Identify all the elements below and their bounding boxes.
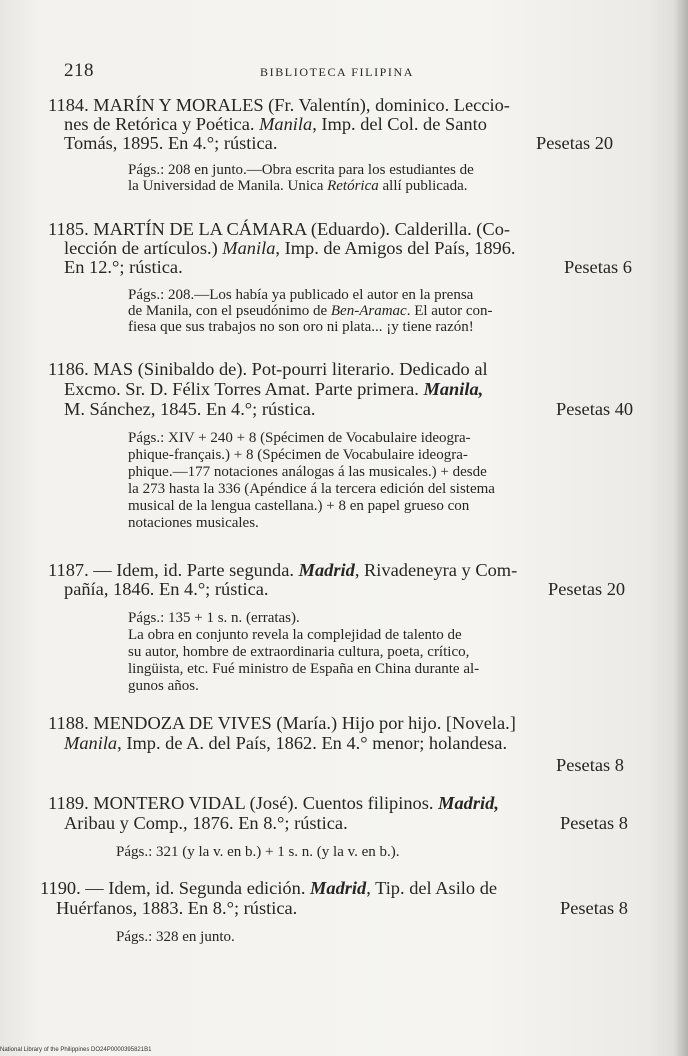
- running-title: BIBLIOTECA FILIPINA: [260, 65, 415, 79]
- price: Pesetas 8: [560, 813, 628, 833]
- note-line: su autor, hombre de extraordinaria cultura, poeta, crítico,: [128, 644, 470, 660]
- note-line: notaciones musicales.: [128, 515, 259, 531]
- entry-line: 1189. MONTERO VIDAL (José). Cuentos filipinos. Madrid,: [48, 793, 499, 813]
- page-number: 218: [64, 60, 94, 81]
- price: Pesetas 8: [556, 755, 624, 775]
- note-line: fiesa que sus trabajos no son oro ni plata... ¡y tiene razón!: [128, 319, 474, 335]
- entry-line: 1190. — Idem, id. Segunda edición. Madrid, Tip. del Asilo de: [40, 878, 498, 898]
- entry-line: lección de artículos.) Manila, Imp. de Amigos del País, 1896.: [64, 238, 516, 258]
- note-line: Págs.: 208 en junto.—Obra escrita para los estudiantes de: [128, 162, 474, 178]
- entry-line: M. Sánchez, 1845. En 4.°; rústica.: [64, 399, 316, 419]
- entry-line: Huérfanos, 1883. En 8.°; rústica.: [56, 898, 298, 918]
- note-line: gunos años.: [128, 678, 199, 694]
- entry-line: Aribau y Comp., 1876. En 8.°; rústica.: [64, 813, 348, 833]
- entry-line: Manila, Imp. de A. del País, 1862. En 4.° menor; holandesa.: [64, 733, 508, 753]
- price: Pesetas 6: [564, 257, 632, 277]
- entry-line: pañía, 1846. En 4.°; rústica.: [64, 579, 269, 599]
- entry-line: nes de Retórica y Poética. Manila, Imp. del Col. de Santo: [64, 114, 487, 134]
- price: Pesetas 20: [536, 133, 614, 153]
- note-line: Págs.: 328 en junto.: [116, 929, 235, 945]
- note-line: Págs.: XIV + 240 + 8 (Spécimen de Vocabulaire ideogra-: [128, 430, 471, 446]
- note-line: Págs.: 321 (y la v. en b.) + 1 s. n. (y la v. en b.).: [116, 844, 400, 860]
- note-line: musical de la lengua castellana.) + 8 en papel grueso con: [128, 498, 470, 514]
- note-line: la 273 hasta la 336 (Apéndice á la tercera edición del sistema: [128, 481, 495, 497]
- note-line: lingüista, etc. Fué ministro de España en China durante al-: [128, 661, 480, 677]
- note-line: de Manila, con el pseudónimo de Ben-Aramac. El autor con-: [128, 303, 493, 319]
- note-line: Págs.: 135 + 1 s. n. (erratas).: [128, 610, 300, 626]
- note-line: phique.—177 notaciones análogas á las musicales.) + desde: [128, 464, 487, 480]
- note-line: La obra en conjunto revela la complejidad de talento de: [128, 627, 462, 643]
- price: Pesetas 8: [560, 898, 628, 918]
- entry-line: 1186. MAS (Sinibaldo de). Pot-pourri literario. Dedicado al: [48, 359, 488, 379]
- price: Pesetas 40: [556, 399, 634, 419]
- note-line: la Universidad de Manila. Unica Retórica allí publicada.: [128, 178, 468, 194]
- entry-line: 1185. MARTÍN DE LA CÁMARA (Eduardo). Calderilla. (Co-: [48, 219, 511, 239]
- scan-attribution: National Library of the Philippines DO24P0000395821B1: [0, 1047, 152, 1053]
- entry-line: En 12.°; rústica.: [64, 257, 183, 277]
- price: Pesetas 20: [548, 579, 626, 599]
- entry-line: Excmo. Sr. D. Félix Torres Amat. Parte primera. Manila,: [64, 379, 484, 399]
- entry-line: 1188. MENDOZA DE VIVES (María.) Hijo por hijo. [Novela.]: [48, 713, 516, 733]
- page-header: [64, 60, 650, 82]
- note-line: phique-français.) + 8 (Spécimen de Vocabulaire ideogra-: [128, 447, 468, 463]
- entry-line: 1184. MARÍN Y MORALES (Fr. Valentín), dominico. Leccio-: [48, 95, 510, 115]
- note-line: Págs.: 208.—Los había ya publicado el autor en la prensa: [128, 287, 474, 303]
- entry-line: Tomás, 1895. En 4.°; rústica.: [64, 133, 278, 153]
- entry-line: 1187. — Idem, id. Parte segunda. Madrid, Rivadeneyra y Com-: [48, 560, 518, 580]
